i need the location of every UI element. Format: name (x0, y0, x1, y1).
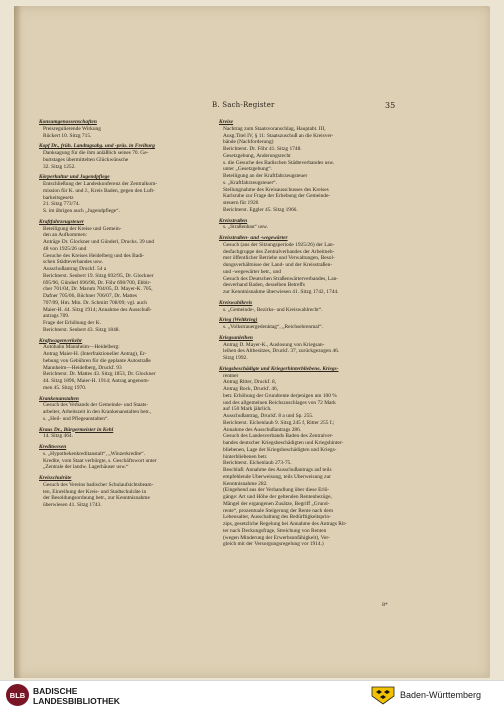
register-entry (219, 317, 395, 331)
register-entry-line: Berichterst. Dr. Mattes 43. Sitzg 1853, Dr. Glockner (43, 371, 156, 378)
register-entry-line: Ausschußantrag Druckf. 54 a (43, 266, 107, 272)
register-entry-line: zips, gesetzliche Regelung bei Annahme des Antrags Rit- (223, 521, 347, 527)
register-entry (39, 219, 207, 334)
register-entry-line: Beteiligung der Kreise und Gemein- (43, 225, 122, 232)
register-entry-line: Gesuch des Verbands der Gemeinde- und Staats- (43, 402, 148, 409)
register-entry-line: (Eingehend aus der Verhandlung über diese Erlö- (223, 487, 330, 494)
left-column (39, 119, 207, 513)
register-entry-line: 695/96, Günderl 696/98, Dr. Föhr 698/700, Ebbir- (43, 279, 151, 286)
blb-name-line-1: BADISCHE (33, 686, 78, 696)
register-entry-line: Berichterst. Dr. Föhr 41. Sitzg 1748. (223, 146, 302, 152)
register-entry (39, 427, 207, 441)
register-entry-line: arbeiter, Arbeitszeit in den Krankenanstalten betr., (43, 409, 152, 415)
register-entry-line: unter „Gesetzgebung“. (223, 166, 273, 173)
register-entry-line: Berichterst. Eichenlaub 273-75. (223, 460, 292, 467)
register-entry-line: „Zentrale der landw. Lagerhäuser usw.“ (43, 464, 129, 471)
register-entry-line: Gesuch des Vereins badischer Schulaufsichtsbeam- (43, 481, 154, 488)
blb-logo[interactable]: BLB (6, 684, 29, 706)
register-entry-heading: Kreiswahlkreis (219, 299, 253, 306)
register-entry-line: Frage der Erhöhung der K. (43, 320, 101, 326)
register-entry-line: Lebensalter, Ausschaltung des Bedürftigkeitsprin- (223, 514, 331, 521)
page-number: 35 (385, 101, 396, 110)
register-entry-line: gänge: Art und Höhe der geltenden Rentenbezüge, (223, 494, 332, 500)
register-entry-line: Berichterst. Seubert 43. Sitzg 1848. (43, 326, 120, 333)
register-entry-line: Nachtrag zum Staatsvoranschlag, Hauptabt. III, (223, 125, 326, 132)
register-entry-line: men 45. Sitzg 1970. (43, 384, 87, 391)
register-entry (39, 396, 207, 423)
register-entry-line: Gesetzgebung, Änderungsrecht (223, 152, 291, 159)
register-entry-line: rentner (223, 372, 239, 379)
register-entry-heading: Krieg (Weltkrieg) (219, 317, 258, 324)
register-entry-line: Dafner 705/06, Büchner 706/07, Dr. Mattes (43, 293, 138, 299)
register-entry-heading: Kopf Dr., früh. Landtagsabg. und -präs. in Freiburg (39, 143, 155, 150)
register-entry-heading: Konsumgenossenschaften (39, 119, 97, 125)
register-entry-line: Stellungnahme des Kreisausschusses des Kreises (223, 186, 329, 193)
register-entry-line: betr. Erhöhung der Grundrente derjenigen um 100 % (223, 392, 337, 399)
register-entry-line: Kenntnisnahme 282. (223, 480, 268, 487)
register-entry (39, 338, 207, 392)
register-entry-line: Berichterst. Eggler 45. Sitzg 1966. (223, 206, 298, 213)
register-entry-line: desfachgruppe des Zentralverbandes der Arbeitneh- (223, 248, 335, 255)
register-entry-line: bandes deutscher Kriegsbeschädigten und Kriegshinter- (223, 440, 344, 446)
baden-wuerttemberg-wordmark[interactable]: Baden-Württemberg (400, 690, 482, 700)
register-entry-line: mission für K. und J., Kreis Baden, gegen den Luft- (43, 187, 155, 194)
register-entry-line: Preisregulierende Wirkung (43, 125, 101, 132)
register-entry-line: dungsverhältnisse der Land- und der Kreisstraßen- (223, 262, 333, 268)
register-entry-line: Karlsruhe zur Frage der Erhebung der Gemeinde- (223, 193, 331, 200)
register-entry (39, 119, 207, 139)
register-entry-heading: Kreisstraßen- und -wegewärter (219, 235, 288, 241)
register-entry-line: 14. Sitzg 464. (43, 433, 73, 440)
register-entry-line: Berichterst. Seubert 19. Sitzg 692/95, Dr. Glockner (43, 272, 154, 279)
register-entry-line: überwiesen 41. Sitzg 1743. (43, 502, 102, 508)
register-entry-line: Mängel der ergangenen Zusätze, Begriff „Grund- (223, 500, 330, 507)
register-entry-line: Sitzg 1992. (223, 355, 248, 361)
register-entry-heading: Kraftwagenverkehr (39, 337, 83, 344)
register-entry-line: Annahme des Ausschußantrags 286. (223, 426, 302, 433)
register-entry-heading: Krankenanstalten (39, 395, 79, 402)
register-entry (219, 366, 395, 548)
register-entry-line: Antrag Ritter, Druckf. 8, (223, 379, 277, 386)
register-entry-line: desverband Baden, desselben Betreffs (223, 282, 305, 289)
running-head: B. Sach-Register (212, 101, 275, 109)
register-entry-line: Antrag D. Mayer-K., Auslosung von Kriegsan- (223, 341, 325, 348)
register-entry (219, 335, 395, 362)
register-entry-line: s. „Volkstrauergedenktag“, „Reichsehrenmal“. (223, 324, 323, 330)
register-entry (39, 475, 207, 509)
register-entry-heading: Körperkultur und Jugendpflege (39, 174, 110, 181)
register-entry-line: s. „Hypothekenkreditanstalt“, „Winzerkredite“. (43, 450, 146, 457)
register-entry-line: schen Städteverbandes usw. (43, 259, 103, 266)
baden-wuerttemberg-crest-icon (370, 685, 396, 705)
register-entry-line: Antrag Bock, Druckf. 46, (223, 386, 279, 392)
register-entry-line: 48 von 1925/26 und (43, 245, 87, 252)
register-entry-line: bände (Nachforderung) (223, 139, 274, 146)
register-entry (39, 444, 207, 471)
register-entry-line: s. die Gesuche des Badischen Städteverbandes usw. (223, 159, 335, 166)
register-entry-heading: Kreise (219, 119, 234, 125)
register-entry-line: hinterbliebenen betr. (223, 453, 268, 460)
register-entry-line: Anträge Dr. Glockner und Günderl, Drucks. 39 und (43, 239, 155, 245)
register-entry (219, 300, 395, 314)
register-entry-line: Gesuch (aus der Sitzungsperiode 1925/26) der Lan- (223, 241, 335, 248)
register-entry-line: ter nach Deckungsfrage, Streichung von Renten (223, 527, 327, 534)
register-entry (39, 143, 207, 170)
register-entry (219, 218, 395, 232)
register-entry-line: Kredite, vom Staat verbürgte, s. Geschäftswort unter (43, 457, 157, 464)
register-entry-line: Danksagung für die ihm anläßlich seines 70. Ge- (43, 150, 149, 156)
register-entry-line: Gesuche des Kreises Heidelberg und des Badi- (43, 252, 145, 259)
register-entry-line: rente“, prozentuale Steigerung der Rente nach dem (223, 507, 334, 514)
register-entry-line: und -wegewärter betr., und (223, 268, 281, 275)
register-entry-line: steuern für 1926 (223, 200, 259, 206)
blb-name-line-2: LANDESBIBLIOTHEK (33, 696, 120, 706)
register-entry-heading: Kriegsbeschädigte und Kriegerhinterbliebene, Kriegs- (219, 365, 339, 372)
register-entry-line: s. „Kraftfahrzeugsteuer“. (223, 179, 278, 186)
register-entry-heading: Kriegsanleihen (219, 334, 253, 341)
register-entry-line: hebung von Gebühren für die geplante Autostraße (43, 357, 151, 364)
register-entry-heading: Kraftfahrzeugsteuer (39, 218, 84, 225)
footer-bar (0, 680, 504, 709)
register-entry-line: Maier-H. 44. Sitzg 1914; Annahme des Ausschuß- (43, 306, 152, 313)
register-entry-line: Antrag Maier-H. (Interfraktioneller Antrag), Er- (43, 351, 147, 357)
register-entry-line: mer öffentlicher Betriebe und Verwaltungen, Besol- (223, 255, 335, 262)
register-entry-line: gleich mit der Versorgungsregelung vor 1914.) (223, 541, 324, 548)
register-entry-line: auf 150 Mark jährlich. (223, 406, 272, 413)
register-entry (219, 235, 395, 296)
register-entry-line: bliebenen, Lage der Kriegsbeschädigten und Kriegs- (223, 446, 337, 453)
register-entry-line: Autobahn Mannheim—Heidelberg: (43, 344, 120, 351)
register-entry-line: Gesuch des Deutschen Straßenwärterverbandes, Lan- (223, 275, 339, 282)
register-entry-line: Beteiligung an der Kraftfahrzeugsteuer (223, 173, 308, 179)
register-entry-line: 44. Sitzg 1896, Maier-H. 1914; Antrag angenom- (43, 378, 150, 384)
register-entry-line: Gesuch des Landesverbands Baden des Zentralver- (223, 433, 334, 440)
register-entry-line: Rückert 10. Sitzg 715. (43, 132, 92, 139)
register-entry-line: 21. Sitzg 773/74. (43, 201, 80, 208)
register-entry-line: antrags 709. (43, 313, 70, 320)
register-entry-line: den an Aufkommen: (43, 232, 88, 239)
register-entry-line: zur Kenntnisnahme überwiesen 41. Sitzg 1742, 1744. (223, 289, 339, 295)
register-entry-line: der Besoldungsordnung betr., zur Kenntnisnahme (43, 495, 150, 502)
right-column (219, 119, 395, 552)
page-gutter-shadow (14, 6, 22, 678)
register-entry-line: Ausg.Titel IV, § 11: Staatszuschuß an die Kreisver- (223, 132, 334, 139)
register-entry (219, 119, 395, 214)
register-entry-line: Entschließung der Landeskonferenz der Zentralkom- (43, 181, 158, 187)
register-entry-line: barkeitsgesetz (43, 194, 74, 201)
register-entry-line: 707/09, Hm. Min. Dr. Schmitt 708/09; vgl. auch (43, 299, 147, 306)
register-entry-line: ten, Einreihung der Kreis- und Stadtschulräte in (43, 488, 147, 495)
register-entry-heading: Kreditwesen (39, 444, 67, 450)
register-entry-line: Mannheim—Heidelberg, Druckf. 93 (43, 364, 122, 371)
register-entry-line: Berichterst. Eichenlaub 9. Sitzg 245 f, Ritter 255 f.; (223, 419, 335, 426)
register-entry-heading: Kraus Dr., Bürgermeister in Kehl (39, 426, 114, 433)
register-entry-line: und des allgemeinen Reichszuschlages von 72 Mark (223, 399, 336, 406)
register-entry-line: empfehlende Überweisung, teils Überweisung zur (223, 473, 331, 480)
register-entry-heading: Kreisstraßen (219, 217, 248, 224)
register-entry-line: Beschluß: Annahme des Ausschußantrags auf teils (223, 467, 332, 473)
register-entry-heading: Kreisschulräte (39, 475, 72, 481)
register-entry-line: Ausschußantrag, Druckf. 8 a und Sp. 255. (223, 413, 314, 419)
printer-signature: 8* (382, 602, 388, 608)
register-entry-line: s. „Heil- und Pflegeanstalten“. (43, 415, 109, 422)
register-entry-line: cher 701/04, Dr. Marum 704/05, D. Mayer-K. 705, (43, 286, 153, 293)
register-entry-line: 32. Sitzg 1252. (43, 163, 76, 170)
register-entry-line: (wegen Minderung der Erwerbsunfähigkeit), Ver- (223, 534, 330, 541)
blb-wordmark[interactable] (33, 686, 120, 706)
register-entry-line: leihen des Altbesitzes, Druckf. 37, zurückgezogen 46. (223, 348, 340, 355)
register-entry-line: s. „Straßenbau“ usw. (223, 224, 268, 231)
register-entry-line: burtstages übermittelten Glückwünsche (43, 156, 129, 163)
register-entry-line: S. im übrigen auch „Jugendpflege“. (43, 208, 120, 214)
register-entry-line: s. „Gemeinde-, Bezirks- und Kreiswahlrecht“. (223, 306, 323, 313)
register-entry (39, 174, 207, 215)
